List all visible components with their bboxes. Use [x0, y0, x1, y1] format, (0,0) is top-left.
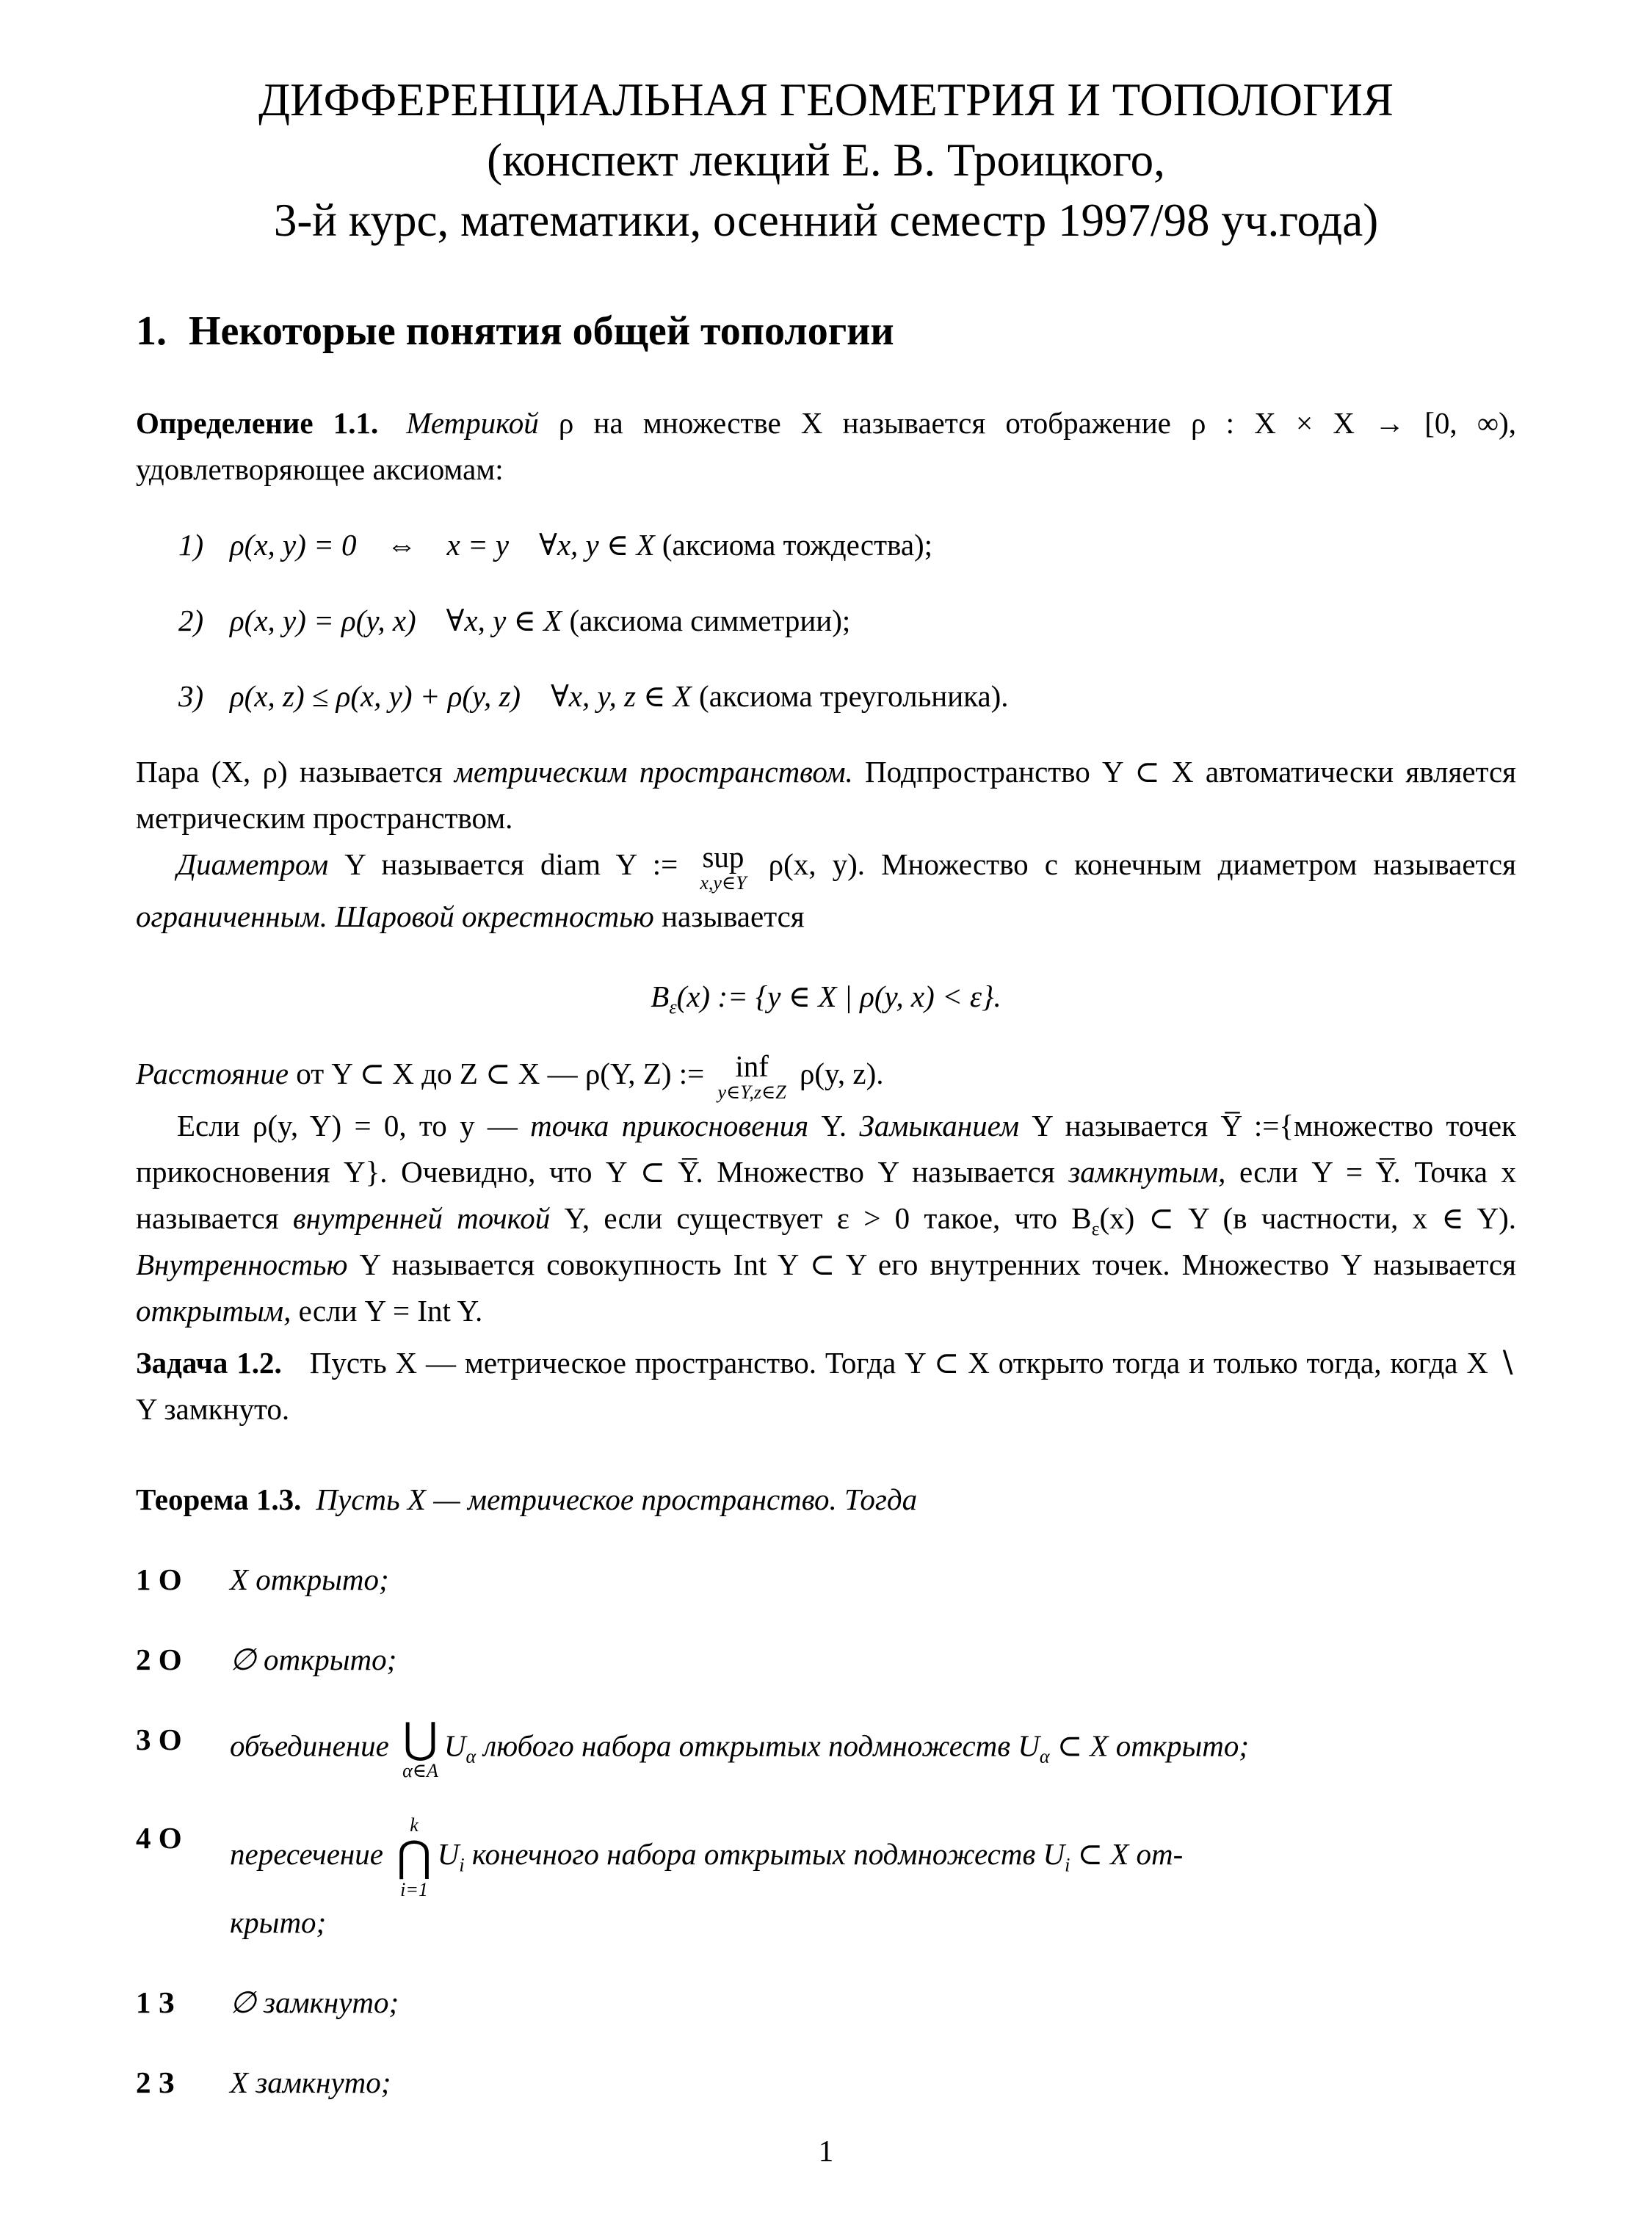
union-operator-with-limit [402, 1714, 438, 1782]
axiom-item-symmetry [136, 598, 1516, 644]
theorem-1-3-paragraph [136, 1477, 1516, 1523]
text-run: объединение [230, 1728, 397, 1763]
text-run: называется [653, 899, 805, 933]
item-text [230, 1815, 1516, 1946]
axiom-note: (аксиома симметрии); [562, 604, 851, 637]
item-label: 3 О [136, 1722, 182, 1756]
touch-point-term: точка прикосновения [530, 1108, 809, 1143]
inf-operator-with-limit [718, 1051, 786, 1102]
theorem-item-2-open [136, 1637, 1516, 1683]
text-run: Y называется Y̅ :={множество точек прикосновения Y}. Очевидно, что Y ⊂ Y̅. Множество Y называется [136, 1108, 1516, 1189]
set-subscript: α [465, 1745, 477, 1767]
text-run: если Y = Y̅. Точка x называется [136, 1154, 1516, 1235]
set-subscript: i [1065, 1854, 1070, 1876]
axiom-list [136, 522, 1516, 720]
text-run: Y называется diam Y := [328, 847, 695, 881]
union-limit: α∈A [402, 1760, 438, 1782]
interior-term: Внутренностью [136, 1247, 348, 1281]
open-term: открытым, [136, 1293, 291, 1328]
distance-paragraph [136, 1051, 1516, 1103]
sup-operator-with-limit [700, 841, 746, 893]
metric-space-paragraph [136, 749, 1516, 841]
item-label: 1 О [136, 1562, 182, 1596]
ball-formula [136, 974, 1516, 1020]
set-symbol: U [443, 1728, 466, 1763]
axiom-body [230, 598, 850, 644]
item-text [230, 1714, 1516, 1782]
sup-operator: sup [702, 840, 745, 874]
text-run: пересечение [230, 1836, 391, 1871]
text-run: ρ(y, z). [791, 1056, 884, 1090]
document-title-block [136, 70, 1516, 250]
text-run: Если ρ(y, Y) = 0, то y — [177, 1108, 531, 1143]
theorem-statement: Пусть X — метрическое пространство. Тогда [316, 1482, 918, 1516]
closure-paragraph [136, 1103, 1516, 1334]
epsilon-subscript: ε [1091, 1217, 1100, 1239]
axiom-body [230, 673, 1009, 720]
problem-label: Задача 1.2. [136, 1345, 282, 1380]
item-label: 1 З [136, 1985, 175, 2020]
item-text: ∅ открыто; [230, 1642, 397, 1676]
text-run: от Y ⊂ X до Z ⊂ X — ρ(Y, Z) := [289, 1056, 712, 1090]
section-number: 1. [136, 308, 167, 354]
theorem-item-1-closed [136, 1980, 1516, 2026]
interior-point-term: внутренней точкой [292, 1201, 551, 1235]
text-run: Y называется совокупность Int Y ⊂ Y его внутренних точек. Множество Y называется [347, 1247, 1516, 1281]
title-line-2: (конспект лекций Е. В. Троицкого, [487, 134, 1165, 186]
axiom-item-triangle [136, 673, 1516, 720]
axiom-formula: ρ(x, y) = ρ(y, x) ∀x, y ∈ X [230, 604, 562, 637]
problem-1-2-paragraph [136, 1340, 1516, 1433]
page-number: 1 [818, 2134, 834, 2168]
item-label: 4 О [136, 1820, 182, 1855]
item-text: X замкнуто; [230, 2065, 391, 2100]
axiom-item-identity [136, 522, 1516, 568]
text-run: любого набора открытых подмножеств [476, 1728, 1018, 1763]
metric-space-term: метрическим пространством. [454, 755, 853, 789]
text-run: Y. [808, 1108, 860, 1143]
axiom-formula: ρ(x, z) ≤ ρ(x, y) + ρ(y, z) ∀x, y, z ∈ X [230, 679, 692, 713]
set-symbol: U [437, 1836, 460, 1871]
wrapped-line: крыто; [230, 1905, 327, 1940]
title-line-1: ДИФФЕРЕНЦИАЛЬНАЯ ГЕОМЕТРИЯ И ТОПОЛОГИЯ [258, 74, 1394, 126]
item-text: X открыто; [230, 1562, 389, 1596]
axiom-formula: ρ(x, y) = 0 ⇔ x = y ∀x, y ∈ X [230, 528, 655, 562]
item-label: 2 О [136, 1642, 182, 1676]
axiom-number: 1) [178, 528, 204, 562]
section-title: Некоторые понятия общей топологии [189, 308, 894, 354]
union-operator: ⋃ [402, 1714, 438, 1762]
definition-1-1-paragraph [136, 400, 1516, 493]
text-run [327, 899, 335, 933]
text-run: (x) ⊂ Y (в частности, x ∈ Y). [1099, 1201, 1516, 1235]
text-run: ⊂ X от- [1070, 1836, 1184, 1871]
item-text: ∅ замкнуто; [230, 1985, 399, 2020]
text-run: Пара (X, ρ) называется [136, 755, 454, 789]
definition-label: Определение 1.1. [136, 406, 379, 440]
axiom-body [230, 522, 932, 568]
text-run: ⊂ X открыто; [1049, 1728, 1250, 1763]
text-run: конечного набора открытых подмножеств [464, 1836, 1043, 1871]
formula-rest: (x) := {y ∈ X | ρ(y, x) < ε}. [676, 979, 1001, 1013]
diameter-term: Диаметром [177, 847, 329, 881]
item-label: 2 З [136, 2065, 175, 2100]
axiom-note: (аксиома треугольника). [691, 679, 1009, 713]
axiom-note: (аксиома тождества); [654, 528, 933, 562]
text-run: ρ(x, y). Множество с конечным диаметром называется [752, 847, 1516, 881]
bounded-term: ограниченным. [136, 899, 327, 933]
problem-text: Пусть X — метрическое пространство. Тогда Y ⊂ X открыто тогда и только тогда, когда X ∖ Y замкнуто. [136, 1345, 1516, 1426]
inf-operator: inf [735, 1049, 769, 1084]
formula-base: B [651, 979, 670, 1013]
axiom-number: 2) [178, 604, 204, 637]
section-heading [136, 308, 1516, 355]
definition-body: ρ на множестве X называется отображение ρ : X × X → [0, ∞), удовлетворяющее аксиомам: [136, 406, 1516, 486]
set-symbol: U [1043, 1836, 1065, 1871]
inf-limit: y∈Y,z∈Z [717, 1082, 786, 1104]
theorem-item-1-open [136, 1557, 1516, 1603]
distance-term: Расстояние [136, 1056, 289, 1090]
intersection-upper-limit: k [410, 1814, 419, 1836]
axiom-number: 3) [178, 679, 204, 713]
set-subscript: i [459, 1854, 465, 1876]
sup-limit: x,y∈Y [700, 872, 747, 894]
theorem-item-4-open [136, 1815, 1516, 1946]
closure-term: Замыканием [859, 1108, 1019, 1143]
set-subscript: α [1039, 1745, 1050, 1767]
text-run: Y, если существует ε > 0 такое, что B [550, 1201, 1092, 1235]
title-line-3: 3-й курс, математики, осенний семестр 1997/98 уч.года) [273, 195, 1379, 246]
theorem-item-2-closed [136, 2060, 1516, 2106]
text-run: Подпространство Y ⊂ X автоматически является метрическим пространством. [136, 755, 1516, 835]
theorem-item-3-open [136, 1714, 1516, 1782]
definition-term: Метрикой [406, 406, 539, 440]
intersection-operator-with-limits [396, 1815, 432, 1900]
formula-subscript: ε [669, 996, 677, 1018]
intersection-operator: ⋂ [396, 1833, 432, 1881]
diameter-paragraph [136, 841, 1516, 940]
theorem-label: Теорема 1.3. [136, 1482, 302, 1516]
intersection-lower-limit: i=1 [400, 1878, 428, 1900]
ball-neighborhood-term: Шаровой окрестностью [335, 899, 654, 933]
closed-term: замкнутым, [1068, 1154, 1226, 1189]
text-run: если Y = Int Y. [291, 1293, 483, 1328]
set-symbol: U [1018, 1728, 1040, 1763]
